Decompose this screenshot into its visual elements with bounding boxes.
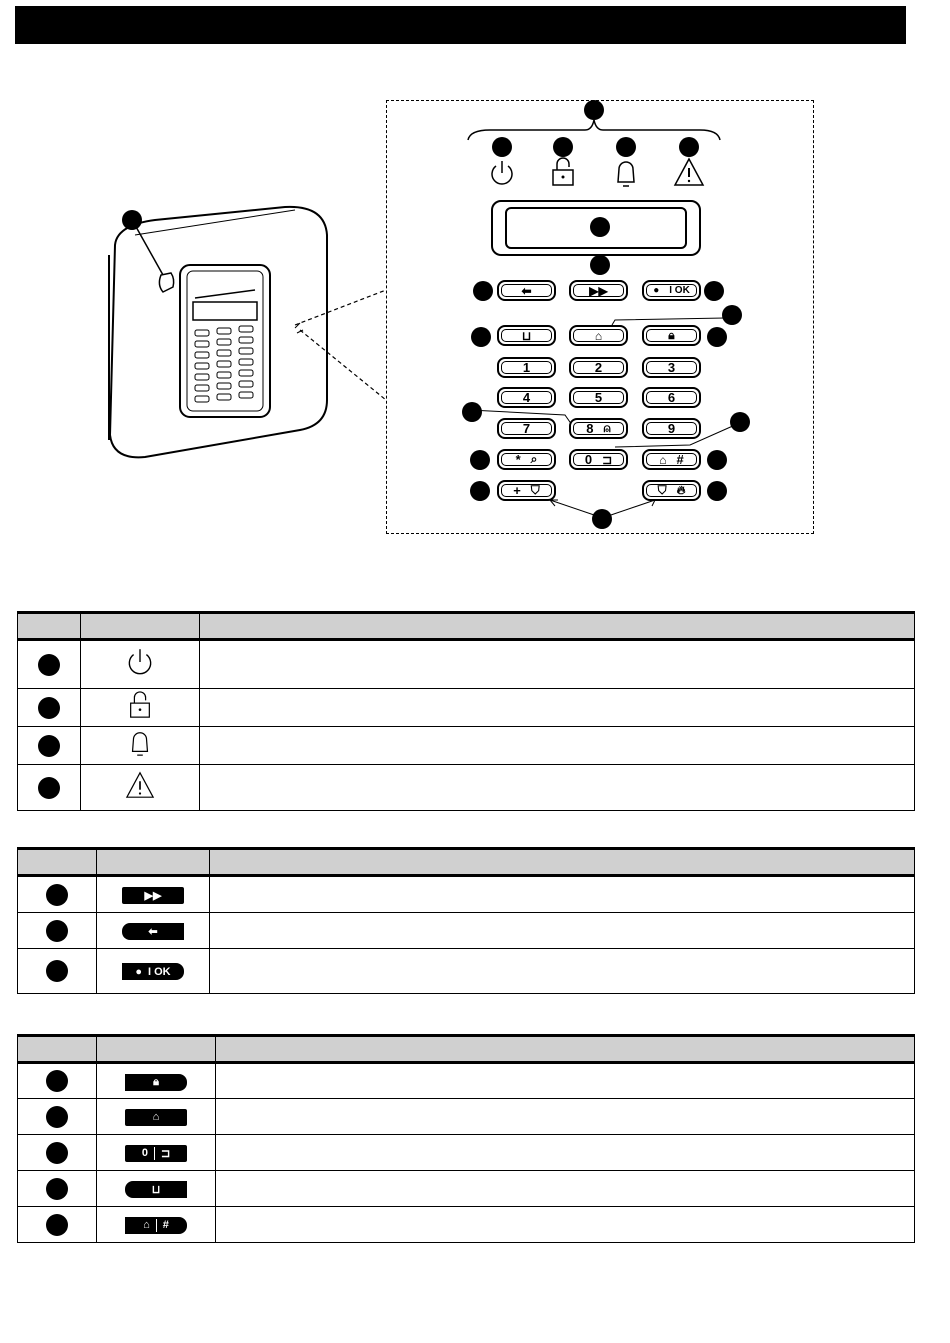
bypass-icon: ⊐: [602, 452, 613, 467]
callout-dot: [46, 1214, 68, 1236]
zero-bypass-icon: [125, 1145, 187, 1162]
fire-icon: 🔥︎: [676, 483, 686, 497]
callout-alarm-indicator: [616, 137, 636, 157]
fast-forward-icon: ▶▶: [122, 887, 184, 904]
shield-icon: ⛉: [530, 483, 540, 497]
callout-dot: [46, 1178, 68, 1200]
callout-navigation-keys: [590, 255, 610, 275]
warning-triangle-icon: [125, 770, 155, 800]
bell-icon: ⍝: [603, 421, 611, 435]
table-row: [18, 1099, 915, 1135]
arm-home-key[interactable]: [569, 325, 628, 346]
table-row: [18, 640, 915, 689]
zero-label: 0: [141, 1147, 148, 1160]
arm-away-key[interactable]: [642, 325, 701, 346]
callout-dot: [38, 777, 60, 799]
back-key[interactable]: [497, 280, 556, 301]
key-1[interactable]: 1: [497, 357, 556, 378]
key-plus-label: +: [513, 483, 521, 498]
ok-label: I OK: [669, 285, 690, 296]
key-8[interactable]: [569, 418, 628, 439]
callout-dot: [46, 1106, 68, 1128]
callout-dot: [46, 1070, 68, 1092]
disarm-icon: ⊔: [125, 1181, 187, 1198]
bell-icon: [126, 728, 154, 758]
bypass-icon: ⊐: [160, 1147, 171, 1160]
fast-forward-icon: ▶▶: [589, 283, 608, 298]
ok-label: I OK: [148, 965, 171, 978]
table-row: [18, 876, 915, 913]
callout-panic-keys: [592, 509, 612, 529]
callout-dot: [46, 960, 68, 982]
navigation-keys-table: [17, 847, 915, 994]
key-0-label: 0: [584, 452, 593, 467]
callout-arm-away-key: [707, 327, 727, 347]
table-row: [18, 1207, 915, 1243]
arm-home-icon: ⌂: [594, 328, 603, 343]
callout-fire-key: [707, 481, 727, 501]
arm-away-icon: 🔒︎: [668, 328, 675, 342]
search-icon: ⌕: [530, 452, 538, 466]
arm-home-icon: ⌂: [125, 1109, 187, 1126]
arm-away-icon: 🔒︎: [125, 1074, 187, 1091]
home-icon: ⌂: [659, 452, 667, 467]
callout-arm-indicator: [553, 137, 573, 157]
callout-dot: [46, 884, 68, 906]
padlock-icon: [548, 156, 578, 188]
key-star[interactable]: [497, 449, 556, 470]
callout-back-key: [473, 281, 493, 301]
table-row: [18, 949, 915, 994]
callout-hash-key: [707, 450, 727, 470]
table-row: [18, 689, 915, 727]
info-ok-icon: [122, 963, 184, 980]
callout-ok-key: [704, 281, 724, 301]
back-arrow-icon: ⬅: [521, 283, 532, 298]
table-row: [18, 913, 915, 949]
table-header: [18, 613, 915, 640]
info-icon: ●: [653, 285, 660, 296]
home-hash-icon: [125, 1217, 187, 1234]
padlock-icon: [126, 690, 154, 720]
callout-indicators-group: [584, 100, 604, 120]
table-row: [18, 1171, 915, 1207]
table-row: [18, 1135, 915, 1171]
arming-keys-table: [17, 1034, 915, 1243]
key-2[interactable]: 2: [569, 357, 628, 378]
key-5[interactable]: 5: [569, 387, 628, 408]
table-row: [18, 727, 915, 765]
indicators-table: [17, 611, 915, 811]
power-icon: [487, 158, 517, 188]
next-key[interactable]: [569, 280, 628, 301]
table-header: [18, 1036, 915, 1063]
callout-dot: [38, 697, 60, 719]
home-icon: ⌂: [143, 1219, 150, 1232]
callout-dot: [38, 654, 60, 676]
emergency-key[interactable]: [497, 480, 556, 501]
callout-star-key: [470, 450, 490, 470]
callout-key-8: [462, 402, 482, 422]
callout-key-0: [730, 412, 750, 432]
callout-power-indicator: [492, 137, 512, 157]
info-icon: ●: [135, 965, 143, 978]
key-4[interactable]: 4: [497, 387, 556, 408]
disarm-icon: ⊔: [521, 328, 532, 343]
fire-key[interactable]: [642, 480, 701, 501]
info-ok-key[interactable]: [642, 280, 701, 301]
table-row: [18, 1063, 915, 1099]
table-row: [18, 765, 915, 811]
key-star-label: *: [515, 452, 521, 467]
key-9[interactable]: 9: [642, 418, 701, 439]
callout-disarm-key: [471, 327, 491, 347]
key-8-label: 8: [586, 421, 594, 436]
hash-label: #: [162, 1219, 169, 1232]
key-3[interactable]: 3: [642, 357, 701, 378]
callout-dot: [46, 920, 68, 942]
key-hash[interactable]: [642, 449, 701, 470]
callout-dot: [38, 735, 60, 757]
power-icon: [124, 646, 156, 678]
callout-emergency-key: [470, 481, 490, 501]
callout-display: [590, 217, 610, 237]
key-7[interactable]: 7: [497, 418, 556, 439]
key-6[interactable]: 6: [642, 387, 701, 408]
warning-triangle-icon: [673, 156, 705, 188]
back-arrow-icon: ⬅: [122, 923, 184, 940]
key-0[interactable]: [569, 449, 628, 470]
key-hash-label: #: [676, 452, 684, 467]
callout-trouble-indicator: [679, 137, 699, 157]
shield-icon: ⛉: [657, 483, 667, 497]
callout-home-key: [722, 305, 742, 325]
table-header: [18, 849, 915, 876]
disarm-key[interactable]: [497, 325, 556, 346]
callout-dot: [46, 1142, 68, 1164]
bell-icon: [611, 157, 641, 189]
